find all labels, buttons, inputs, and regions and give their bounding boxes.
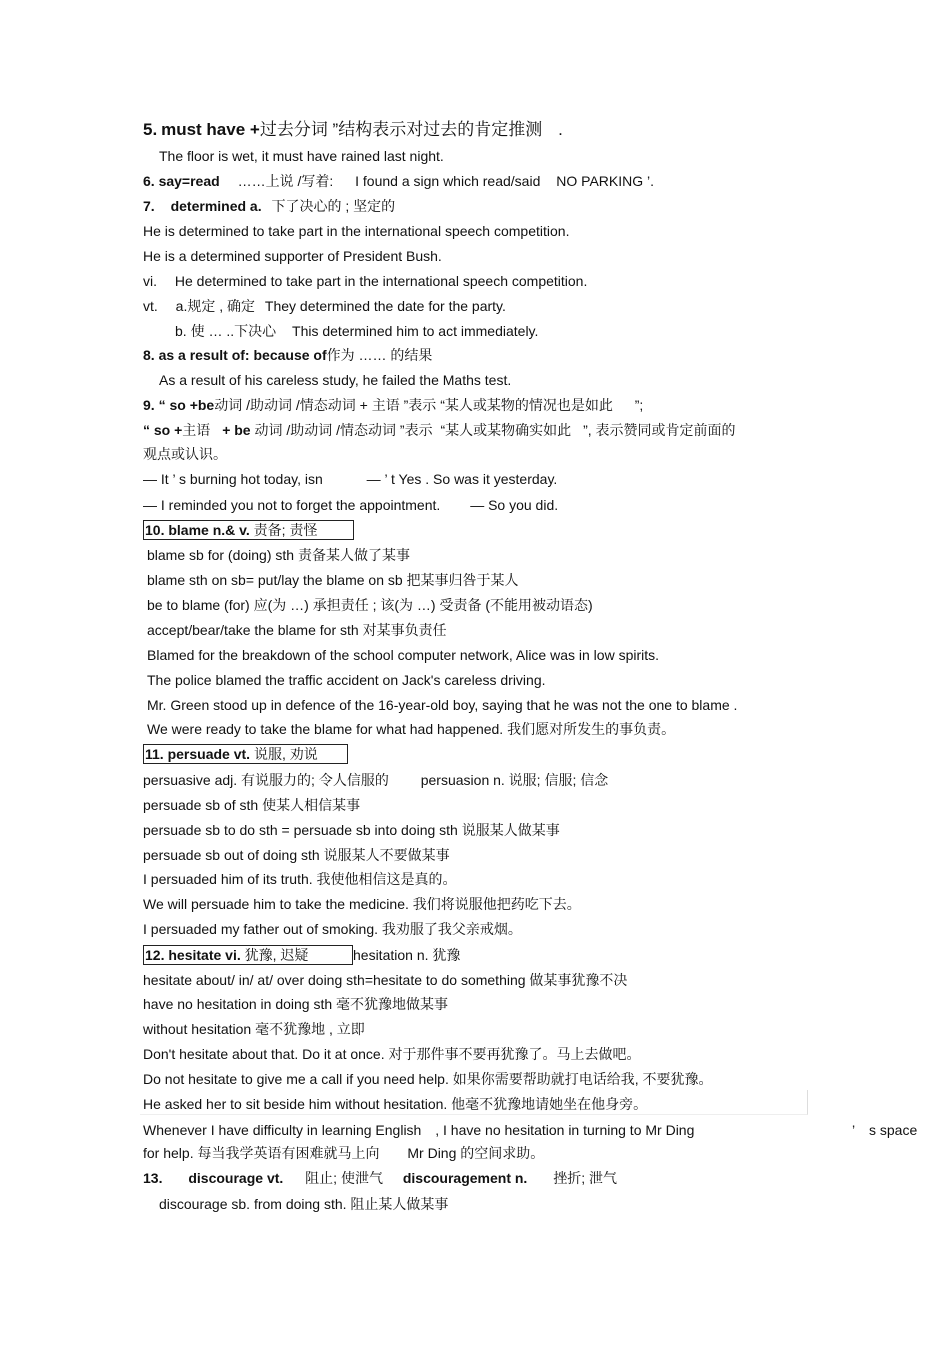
section-9-line: 观点或认识。 <box>143 446 227 462</box>
usage-line: persuade sb to do sth = persuade sb into doing sth 说服某人做某事 <box>143 822 560 838</box>
section-5-heading: 5. must have +过去分词 ”结构表示对过去的肯定推测 . <box>143 120 563 139</box>
usage-line: vi. He determined to take part in the international speech competition. <box>143 273 588 289</box>
section-8-heading: 8. as a result of: because of作为 …… 的结果 <box>143 347 433 363</box>
section-11-heading: 11. persuade vt. 说服, 劝说 <box>143 744 348 764</box>
dialogue-line: — It ’ s burning hot today, isn — ’ t Yes . So was it yesterday. <box>143 471 558 487</box>
example-sentence: We were ready to take the blame for what had happened. 我们愿对所发生的事负责。 <box>147 721 676 737</box>
example-sentence: I persuaded my father out of smoking. 我劝服了我父亲戒烟。 <box>143 921 522 937</box>
usage-line: blame sth on sb= put/lay the blame on sb 把某事归咎于某人 <box>147 572 519 588</box>
usage-line: blame sb for (doing) sth 责备某人做了某事 <box>147 547 410 563</box>
example-sentence: Don't hesitate about that. Do it at once. 对于那件事不要再犹豫了。马上去做吧。 <box>143 1046 641 1062</box>
example-sentence: Blamed for the breakdown of the school computer network, Alice was in low spirits. <box>147 647 660 663</box>
section-9-heading: 9. “ so +be动词 /助动词 /情态动词 + 主语 ”表示 “某人或某物的情况也是如此 ”; <box>143 397 644 413</box>
example-sentence: Do not hesitate to give me a call if you need help. 如果你需要帮助就打电话给我, 不要犹豫。 <box>143 1071 713 1087</box>
example-sentence: I persuaded him of its truth. 我使他相信这是真的。 <box>143 871 457 887</box>
usage-line: b. 使 … ..下决心 This determined him to act immediately. <box>175 323 539 339</box>
example-sentence: He is a determined supporter of President Bush. <box>143 248 442 264</box>
example-sentence: for help. 每当我学英语有困难就马上向 Mr Ding 的空间求助。 <box>143 1145 545 1161</box>
section-9-line: “ so +主语 + be 动词 /助动词 /情态动词 ”表示 “某人或某物确实如此 ”, 表示赞同或肯定前面的 <box>143 422 736 438</box>
example-sentence: He asked her to sit beside him without hesitation. 他毫不犹豫地请她坐在他身旁。 <box>143 1096 648 1112</box>
usage-line: discourage sb. from doing sth. 阻止某人做某事 <box>159 1196 449 1212</box>
example-sentence: We will persuade him to take the medicine. 我们将说服他把药吃下去。 <box>143 896 581 912</box>
section-13-heading: 13. discourage vt. 阻止; 使泄气 discouragement n. 挫折; 泄气 <box>143 1170 617 1186</box>
usage-line: accept/bear/take the blame for sth 对某事负责任 <box>147 622 447 638</box>
usage-line: have no hesitation in doing sth 毫不犹豫地做某事 <box>143 996 449 1012</box>
usage-line: hesitate about/ in/ at/ over doing sth=hesitate to do something 做某事犹豫不决 <box>143 972 628 988</box>
usage-line: persuasive adj. 有说服力的; 令人信服的 persuasion n. 说服; 信服; 信念 <box>143 772 609 788</box>
usage-line: be to blame (for) 应(为 …) 承担责任 ; 该(为 …) 受责备 (不能用被动语态) <box>147 597 593 613</box>
example-sentence: As a result of his careless study, he failed the Maths test. <box>159 372 512 388</box>
section-12-heading: 12. hesitate vi. 犹豫, 迟疑 hesitation n. 犹豫 <box>145 947 461 963</box>
example-sentence: The floor is wet, it must have rained last night. <box>159 148 444 164</box>
section-7-heading: 7. determined a. 下了决心的 ; 坚定的 <box>143 198 396 214</box>
example-sentence: Mr. Green stood up in defence of the 16-year-old boy, saying that he was not the one to blame . <box>147 697 738 713</box>
usage-line: persuade sb of sth 使某人相信某事 <box>143 797 361 813</box>
example-sentence: The police blamed the traffic accident on Jack's careless driving. <box>147 672 546 688</box>
example-sentence: He is determined to take part in the international speech competition. <box>143 223 570 239</box>
dialogue-line: — I reminded you not to forget the appointment. — So you did. <box>143 497 559 513</box>
usage-line: persuade sb out of doing sth 说服某人不要做某事 <box>143 847 450 863</box>
section-6-heading: 6. say=read ……上说 /写着: I found a sign which read/said NO PARKING ’. <box>143 173 655 189</box>
usage-line: without hesitation 毫不犹豫地 , 立即 <box>143 1021 365 1037</box>
example-sentence: Whenever I have difficulty in learning English , I have no hesitation in turning to Mr Ding ’ s space <box>143 1122 918 1138</box>
usage-line: vt. a.规定 , 确定 They determined the date for the party. <box>143 298 506 314</box>
section-10-heading: 10. blame n.& v. 责备; 责怪 <box>143 520 354 540</box>
